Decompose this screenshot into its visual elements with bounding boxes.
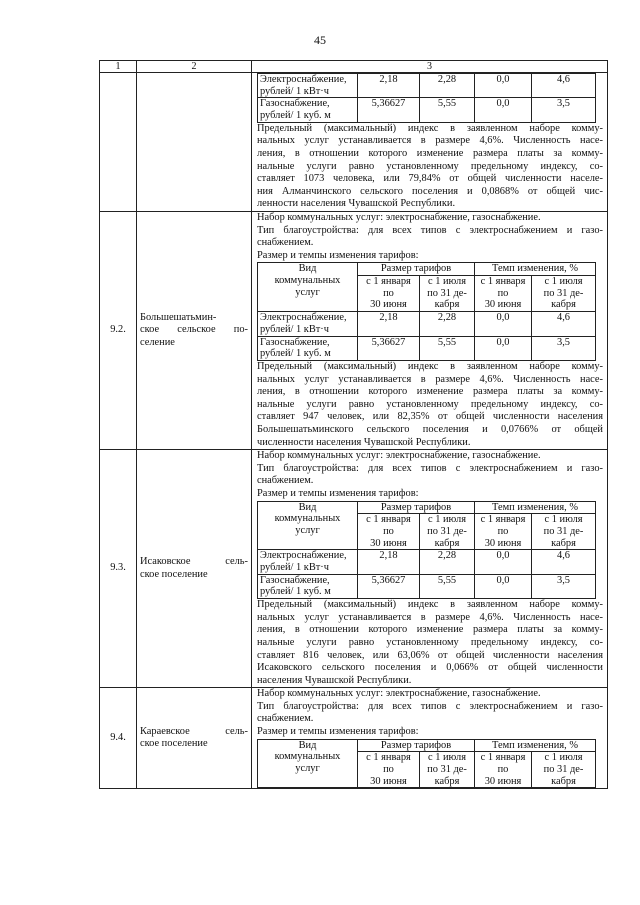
column-number-3: 3 bbox=[252, 61, 608, 73]
tariff-value-v4: 4,6 bbox=[532, 312, 596, 336]
service-kind-header-line: коммунальных bbox=[274, 751, 341, 763]
service-kind-header-line: услуг bbox=[295, 286, 320, 298]
tariff-row bbox=[258, 98, 596, 122]
tariff-row bbox=[258, 312, 596, 336]
index-text-line: Предельный (максимальный) индекс в заявленном наборе комму- bbox=[257, 122, 603, 134]
tariff-size-header: Размер тарифов bbox=[358, 263, 475, 276]
tariff-header-row bbox=[258, 739, 596, 752]
index-text-line: нальные услуги равно установленному предельному индексу, со- bbox=[257, 398, 603, 410]
service-kind-header-line: услуг bbox=[295, 763, 320, 775]
continuation-tariff-table bbox=[257, 73, 596, 123]
tariff-value-v4: 3,5 bbox=[532, 574, 596, 598]
index-text-line: нальных услуг устанавливается в размере 4,6%. Численность насе- bbox=[257, 135, 603, 147]
service-kind-header bbox=[258, 739, 358, 788]
service-name-line: Газоснабжение, bbox=[260, 336, 330, 348]
period-line: по 31 де- bbox=[427, 287, 467, 299]
period-header bbox=[420, 276, 475, 312]
service-name-line: Газоснабжение, bbox=[260, 574, 330, 586]
period-line: по bbox=[383, 287, 394, 299]
period-header bbox=[358, 752, 420, 788]
settlement-name-line: Караевское сель- bbox=[140, 725, 248, 737]
period-line: по bbox=[383, 525, 394, 537]
tariff-row bbox=[258, 574, 596, 598]
column-number-row bbox=[100, 61, 608, 73]
amenity-type-line: Тип благоустройства: для всех типов с электроснабжением и газо- bbox=[257, 224, 603, 236]
settlement-content bbox=[252, 688, 608, 789]
tariff-value-v3: 0,0 bbox=[475, 74, 532, 98]
period-line: с 1 января bbox=[480, 514, 526, 526]
service-kind-header-line: коммунальных bbox=[274, 275, 341, 287]
period-header bbox=[358, 514, 420, 550]
tariff-value-v3: 0,0 bbox=[475, 336, 532, 360]
settlement-name-line: Исаковское сель- bbox=[140, 556, 248, 568]
tariff-size-caption: Размер и темпы изменения тарифов: bbox=[257, 249, 419, 261]
period-line: 30 июня bbox=[370, 299, 407, 311]
service-kind-header-line: Вид bbox=[298, 739, 317, 751]
service-name bbox=[258, 312, 358, 336]
settlement-name-line: ское сельское по- bbox=[140, 324, 248, 336]
index-text-line: ленности населения Чувашской Республики. bbox=[257, 198, 456, 210]
continuation-num-cell bbox=[100, 73, 137, 212]
period-header bbox=[420, 752, 475, 788]
service-kind-header-line: услуг bbox=[295, 524, 320, 536]
period-line: по bbox=[497, 525, 509, 537]
settlement-row bbox=[100, 688, 608, 789]
period-line: с 1 января bbox=[480, 276, 526, 288]
period-line: по bbox=[497, 764, 509, 776]
tariff-value-v2: 5,55 bbox=[420, 336, 475, 360]
continuation-row bbox=[100, 73, 608, 212]
column-number-1: 1 bbox=[100, 61, 137, 73]
period-line: с 1 января bbox=[366, 276, 411, 288]
continuation-content bbox=[252, 73, 608, 212]
service-name-line: Электроснабжение, bbox=[260, 550, 347, 562]
index-text-line: Предельный (максимальный) индекс в заявленном наборе комму- bbox=[257, 360, 603, 372]
index-text-line: Исаковского сельского поселения и 0,066% от общей численности bbox=[257, 662, 603, 674]
tariff-value-v1: 2,18 bbox=[358, 312, 420, 336]
max-index-paragraph bbox=[257, 361, 603, 449]
tariff-size-caption: Размер и темпы изменения тарифов: bbox=[257, 487, 419, 499]
tariff-value-v3: 0,0 bbox=[475, 550, 532, 574]
service-name bbox=[258, 98, 358, 122]
service-name bbox=[258, 550, 358, 574]
service-name bbox=[258, 574, 358, 598]
tariff-document-table bbox=[99, 60, 608, 789]
service-unit-line: рублей/ 1 кВт·ч bbox=[260, 323, 329, 335]
period-line: кабря bbox=[551, 775, 576, 787]
index-text-line: ставляет 1073 человека, или 79,84% от общей численности населе- bbox=[257, 173, 603, 185]
period-header bbox=[475, 276, 532, 312]
tariff-row bbox=[258, 550, 596, 574]
period-line: кабря bbox=[434, 299, 460, 311]
tariff-value-v3: 0,0 bbox=[475, 312, 532, 336]
settlement-name bbox=[137, 688, 252, 789]
change-rate-header: Темп изменения, % bbox=[475, 501, 596, 514]
service-name bbox=[258, 336, 358, 360]
period-line: с 1 июля bbox=[427, 276, 467, 288]
service-kind-header-line: коммунальных bbox=[274, 513, 341, 525]
period-line: по bbox=[497, 287, 509, 299]
index-text-line: ления, в отношении которого изменение размера платы за комму- bbox=[257, 148, 603, 159]
settlement-content bbox=[252, 211, 608, 449]
service-name-line: Электроснабжение, bbox=[260, 74, 347, 85]
tariff-value-v1: 2,18 bbox=[358, 550, 420, 574]
settlement-name-line: ское поселение bbox=[140, 738, 208, 750]
section-number: 9.3. bbox=[100, 450, 137, 688]
period-line: кабря bbox=[551, 537, 576, 549]
period-line: 30 июня bbox=[370, 775, 407, 787]
service-kind-header-line: Вид bbox=[298, 263, 317, 275]
service-name-line: Газоснабжение, bbox=[260, 98, 330, 110]
index-text-line: ставляет 816 человек, или 63,06% от общей численности населения bbox=[257, 649, 603, 661]
tariff-table bbox=[257, 262, 596, 361]
tariff-value-v4: 4,6 bbox=[532, 550, 596, 574]
amenity-type-line: Тип благоустройства: для всех типов с электроснабжением и газо- bbox=[257, 700, 603, 712]
service-set-line: Набор коммунальных услуг: электроснабжение, газоснабжение. bbox=[257, 688, 541, 700]
settlement-content bbox=[252, 450, 608, 688]
settlement-row bbox=[100, 211, 608, 449]
change-rate-header: Темп изменения, % bbox=[475, 263, 596, 276]
period-line: с 1 июля bbox=[427, 514, 467, 526]
settlement-name bbox=[137, 450, 252, 688]
period-line: с 1 июля bbox=[544, 276, 583, 288]
period-line: по 31 де- bbox=[543, 525, 584, 537]
amenity-type-line: снабжением. bbox=[257, 237, 314, 249]
settlement-name-line: Большешатьмин- bbox=[140, 311, 217, 323]
index-text-line: ления, в отношении которого изменение размера платы за комму- bbox=[257, 624, 603, 636]
tariff-value-v4: 4,6 bbox=[532, 74, 596, 98]
column-number-2: 2 bbox=[137, 61, 252, 73]
period-line: с 1 июля bbox=[427, 752, 467, 764]
period-line: по 31 де- bbox=[543, 764, 584, 776]
period-line: с 1 января bbox=[480, 752, 526, 764]
tariff-value-v1: 5,36627 bbox=[358, 336, 420, 360]
service-unit-line: рублей/ 1 кВт·ч bbox=[260, 85, 329, 97]
period-line: с 1 июля bbox=[544, 514, 583, 526]
service-unit-line: рублей/ 1 кВт·ч bbox=[260, 562, 329, 574]
index-text-line: нальные услуги равно установленному предельному индексу, со- bbox=[257, 636, 603, 648]
change-rate-header: Темп изменения, % bbox=[475, 739, 596, 752]
tariff-header-row bbox=[258, 501, 596, 514]
settlement-name-line: селение bbox=[140, 336, 175, 348]
section-number: 9.4. bbox=[100, 688, 137, 789]
index-text-line: нальных услуг устанавливается в размере 4,6%. Численность насе- bbox=[257, 611, 603, 623]
tariff-value-v1: 2,18 bbox=[358, 74, 420, 98]
period-line: 30 июня bbox=[484, 299, 522, 311]
period-line: 30 июня bbox=[484, 775, 522, 787]
tariff-value-v1: 5,36627 bbox=[358, 574, 420, 598]
period-line: 30 июня bbox=[370, 537, 407, 549]
tariff-value-v2: 5,55 bbox=[420, 574, 475, 598]
period-header bbox=[532, 276, 596, 312]
service-unit-line: рублей/ 1 куб. м bbox=[260, 586, 331, 598]
period-line: по bbox=[383, 764, 394, 776]
page-number: 45 bbox=[314, 33, 326, 47]
service-kind-header-line: Вид bbox=[298, 501, 317, 513]
index-text-line: нальные услуги равно установленному предельному индексу, со- bbox=[257, 160, 603, 172]
period-line: кабря bbox=[551, 299, 576, 311]
tariff-value-v4: 3,5 bbox=[532, 98, 596, 122]
tariff-row bbox=[258, 74, 596, 98]
tariff-value-v1: 5,36627 bbox=[358, 98, 420, 122]
tariff-header-row bbox=[258, 263, 596, 276]
index-text-line: Предельный (максимальный) индекс в заявленном наборе комму- bbox=[257, 599, 603, 611]
index-text-line: ставляет 947 человек, или 82,35% от общей численности населения bbox=[257, 411, 603, 423]
period-line: с 1 января bbox=[366, 752, 411, 764]
tariff-size-header: Размер тарифов bbox=[358, 739, 475, 752]
period-line: с 1 июля bbox=[544, 752, 583, 764]
period-line: кабря bbox=[434, 537, 460, 549]
period-header bbox=[532, 752, 596, 788]
period-line: с 1 января bbox=[366, 514, 411, 526]
tariff-value-v3: 0,0 bbox=[475, 574, 532, 598]
settlement-name-line: ское поселение bbox=[140, 568, 208, 580]
amenity-type-line: снабжением. bbox=[257, 475, 314, 487]
period-header bbox=[475, 514, 532, 550]
service-unit-line: рублей/ 1 куб. м bbox=[260, 110, 331, 122]
settlement-name bbox=[137, 211, 252, 449]
service-name-line: Электроснабжение, bbox=[260, 312, 347, 324]
index-text-line: населения Чувашской Республики. bbox=[257, 674, 412, 686]
period-line: по 31 де- bbox=[427, 525, 467, 537]
service-unit-line: рублей/ 1 куб. м bbox=[260, 348, 331, 360]
index-text-line: ления, в отношении которого изменение размера платы за комму- bbox=[257, 386, 603, 398]
tariff-value-v2: 2,28 bbox=[420, 312, 475, 336]
amenity-type-line: Тип благоустройства: для всех типов с электроснабжением и газо- bbox=[257, 462, 603, 474]
max-index-paragraph bbox=[257, 599, 603, 687]
tariff-value-v2: 2,28 bbox=[420, 550, 475, 574]
period-header bbox=[358, 276, 420, 312]
period-line: 30 июня bbox=[484, 537, 522, 549]
period-header bbox=[475, 752, 532, 788]
settlement-row bbox=[100, 450, 608, 688]
service-set-line: Набор коммунальных услуг: электроснабжение, газоснабжение. bbox=[257, 450, 541, 462]
amenity-type-line: снабжением. bbox=[257, 713, 314, 725]
index-text-line: ния Алманчинского сельского поселения и 0,0868% от общей чис- bbox=[257, 185, 603, 197]
period-header bbox=[420, 514, 475, 550]
period-line: кабря bbox=[434, 775, 460, 787]
period-line: по 31 де- bbox=[427, 764, 467, 776]
continuation-index-paragraph bbox=[257, 123, 603, 211]
service-name bbox=[258, 74, 358, 98]
continuation-name-cell bbox=[137, 73, 252, 212]
tariff-value-v2: 5,55 bbox=[420, 98, 475, 122]
tariff-table bbox=[257, 739, 596, 789]
service-kind-header bbox=[258, 263, 358, 312]
period-header bbox=[532, 514, 596, 550]
index-text-line: Большешатьминского сельского поселения и 0,0766% от общей bbox=[257, 423, 603, 435]
tariff-size-header: Размер тарифов bbox=[358, 501, 475, 514]
tariff-row bbox=[258, 336, 596, 360]
tariff-value-v4: 3,5 bbox=[532, 336, 596, 360]
tariff-value-v3: 0,0 bbox=[475, 98, 532, 122]
tariff-size-caption: Размер и темпы изменения тарифов: bbox=[257, 726, 419, 738]
period-line: по 31 де- bbox=[543, 287, 584, 299]
index-text-line: нальных услуг устанавливается в размере 4,6%. Численность насе- bbox=[257, 373, 603, 385]
service-set-line: Набор коммунальных услуг: электроснабжение, газоснабжение. bbox=[257, 211, 541, 223]
index-text-line: численности населения Чувашской Республики. bbox=[257, 436, 471, 448]
tariff-value-v2: 2,28 bbox=[420, 74, 475, 98]
section-number: 9.2. bbox=[100, 211, 137, 449]
service-kind-header bbox=[258, 501, 358, 550]
tariff-table bbox=[257, 501, 596, 600]
